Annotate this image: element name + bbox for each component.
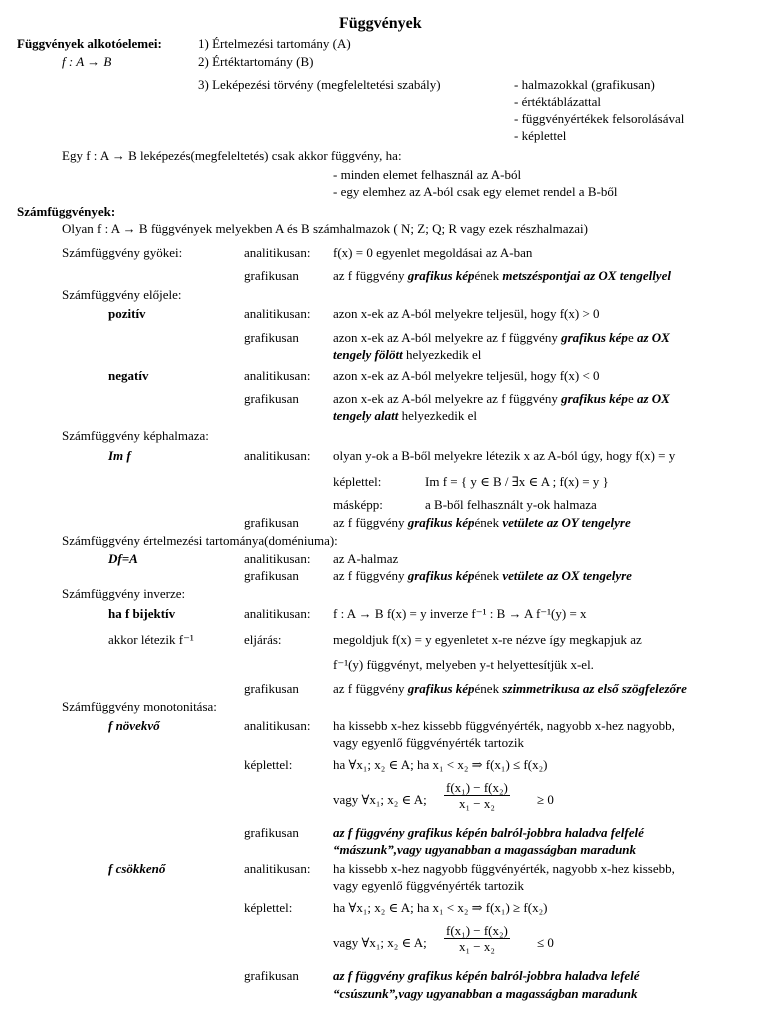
- szamfuggvenyek-intro: Olyan f : A → B függvények melyekben A és B számhalmazok ( N; Z; Q; R vagy ezek részhalmazai): [62, 221, 588, 236]
- negativ-graf-text: azon x-ek az A-ból melyekre az f függvény grafikus képe az OX: [333, 391, 670, 406]
- csokkeno-graf-label: grafikusan: [244, 968, 299, 983]
- pozitiv-graf-label: grafikusan: [244, 330, 299, 345]
- novekvo-fraction: [444, 780, 510, 811]
- csokkeno-anal-text-2: vagy egyenlő függvényérték tartozik: [333, 878, 524, 893]
- csokkeno-fraction-relation: ≤ 0: [537, 935, 554, 950]
- pozitiv-graf-text-2: tengely fölött helyezkedik el: [333, 347, 482, 362]
- monotonitas-label: Számfüggvény monotonitása:: [62, 699, 217, 714]
- inverz-graf-text: az f függvény grafikus képének szimmetrikusa az első szögfelezőre: [333, 681, 687, 696]
- negativ-anal-text: azon x-ek az A-ból melyekre teljesül, hogy f(x) < 0: [333, 368, 600, 383]
- csokkeno-anal-label: analitikusan:: [244, 861, 311, 876]
- negativ-graf-text-2: tengely alatt helyezkedik el: [333, 408, 478, 423]
- definition-condition-1: - minden elemet felhasznál az A-ból: [333, 167, 522, 182]
- method-item-4: - képlettel: [514, 128, 567, 143]
- csokkeno-keplet-text-2: vagy ∀x₁; x₂ ∈ A;: [333, 935, 427, 950]
- pozitiv-anal-text: azon x-ek az A-ból melyekre teljesül, hogy f(x) > 0: [333, 306, 600, 321]
- definition-intro: Egy f : A → B leképezés(megfeleltetés) csak akkor függvény, ha:: [62, 148, 402, 163]
- novekvo-anal-text-2: vagy egyenlő függvényérték tartozik: [333, 735, 524, 750]
- ertelmezesi-symbol: Df=A: [108, 551, 138, 566]
- kephalmaz-symbol: Im f: [108, 448, 131, 463]
- csokkeno-keplet-text-1: ha ∀x₁; x₂ ∈ A; ha x₁ < x₂ ⇒ f(x₁) ≥ f(x₂): [333, 900, 548, 915]
- csokkeno-graf-text-2: “csúszunk”,vagy ugyanabban a magasságban maradunk: [333, 986, 638, 1001]
- gyokei-anal-text: f(x) = 0 egyenlet megoldásai az A-ban: [333, 245, 533, 260]
- gyokei-label: Számfüggvény gyökei:: [62, 245, 183, 260]
- novekvo-fraction-numerator: f(x₁) − f(x₂): [446, 780, 508, 795]
- method-item-3: - függvényértékek felsorolásával: [514, 111, 685, 126]
- method-item-1: - halmazokkal (grafikusan): [514, 77, 655, 92]
- ertelmezesi-anal-label: analitikusan:: [244, 551, 311, 566]
- alkotoelem-item-2: 2) Értéktartomány (B): [198, 54, 314, 69]
- kephalmaz-maskepp-text: a B-ből felhasznált y-ok halmaza: [425, 497, 597, 512]
- gyokei-graf-text: az f függvény grafikus képének metszéspontjai az OX tengellyel: [333, 268, 671, 283]
- novekvo-graf-text-1: az f függvény grafikus képén balról-jobbra haladva felfelé: [333, 825, 644, 840]
- kephalmaz-graf-text: az f függvény grafikus képének vetülete az OY tengelyre: [333, 515, 631, 530]
- definition-condition-2: - egy elemhez az A-ból csak egy elemet rendel a B-ből: [333, 184, 618, 199]
- novekvo-keplet-text-1: ha ∀x₁; x₂ ∈ A; ha x₁ < x₂ ⇒ f(x₁) ≤ f(x₂): [333, 757, 548, 772]
- alkotoelem-item-3: 3) Leképezési törvény (megfeleltetési szabály): [198, 77, 441, 92]
- kephalmaz-keplet-text: Im f = { y ∈ B / ∃x ∈ A ; f(x) = y }: [425, 474, 609, 489]
- kephalmaz-anal-text: olyan y-ok a B-ből melyekre létezik x az A-ból úgy, hogy f(x) = y: [333, 448, 676, 463]
- inverz-eljaras-label: eljárás:: [244, 632, 282, 647]
- inverz-condition-2: akkor létezik f⁻¹: [108, 632, 194, 647]
- ertelmezesi-label: Számfüggvény értelmezési tartománya(doméniuma):: [62, 533, 338, 548]
- ertelmezesi-graf-label: grafikusan: [244, 568, 299, 583]
- csokkeno-fraction-denominator: x₁ − x₂: [458, 939, 495, 954]
- alkotoelemek-heading: Függvények alkotóelemei:: [17, 36, 162, 51]
- mapping-formula: f : A → B: [62, 54, 112, 69]
- inverz-anal-label: analitikusan:: [244, 606, 311, 621]
- negativ-anal-label: analitikusan:: [244, 368, 311, 383]
- negativ-graf-label: grafikusan: [244, 391, 299, 406]
- novekvo-keplet-text-2: vagy ∀x₁; x₂ ∈ A;: [333, 792, 427, 807]
- csokkeno-fraction-numerator: f(x₁) − f(x₂): [446, 923, 508, 938]
- ertelmezesi-anal-text: az A-halmaz: [333, 551, 399, 566]
- csokkeno-label: f csökkenő: [108, 861, 166, 876]
- csokkeno-graf-text-1: az f függvény grafikus képén balról-jobbra haladva lefelé: [333, 968, 640, 983]
- pozitiv-anal-label: analitikusan:: [244, 306, 311, 321]
- novekvo-graf-text-2: “mászunk”,vagy ugyanabban a magasságban maradunk: [333, 842, 637, 857]
- negativ-label: negatív: [108, 368, 149, 383]
- ertelmezesi-graf-text: az f függvény grafikus képének vetülete az OX tengelyre: [333, 568, 632, 583]
- novekvo-fraction-denominator: x₁ − x₂: [458, 796, 495, 811]
- kephalmaz-keplet-label: képlettel:: [333, 474, 382, 489]
- novekvo-anal-text-1: ha kissebb x-hez kissebb függvényérték, nagyobb x-hez nagyobb,: [333, 718, 675, 733]
- inverz-condition-1: ha f bijektív: [108, 606, 176, 621]
- novekvo-label: f növekvő: [108, 718, 160, 733]
- gyokei-anal-label: analitikusan:: [244, 245, 311, 260]
- elojele-label: Számfüggvény előjele:: [62, 287, 182, 302]
- page-title: Függvények: [339, 15, 422, 32]
- novekvo-anal-label: analitikusan:: [244, 718, 311, 733]
- inverz-eljaras-text-1: megoldjuk f(x) = y egyenletet x-re nézve így megkapjuk az: [333, 632, 642, 647]
- inverz-graf-label: grafikusan: [244, 681, 299, 696]
- kephalmaz-maskepp-label: másképp:: [333, 497, 383, 512]
- pozitiv-label: pozitív: [108, 306, 146, 321]
- kephalmaz-label: Számfüggvény képhalmaza:: [62, 428, 209, 443]
- alkotoelem-item-1: 1) Értelmezési tartomány (A): [198, 36, 351, 51]
- method-item-2: - értéktáblázattal: [514, 94, 601, 109]
- szamfuggvenyek-heading: Számfüggvények:: [17, 204, 116, 219]
- novekvo-graf-label: grafikusan: [244, 825, 299, 840]
- inverz-anal-text: f : A → B f(x) = y inverze f⁻¹ : B → A f⁻¹(y) = x: [333, 606, 587, 621]
- novekvo-fraction-relation: ≥ 0: [537, 792, 554, 807]
- novekvo-keplet-label: képlettel:: [244, 757, 293, 772]
- csokkeno-keplet-label: képlettel:: [244, 900, 293, 915]
- inverz-eljaras-text-2: f⁻¹(y) függvényt, melyeben y-t helyettesítjük x-el.: [333, 657, 594, 672]
- inverz-label: Számfüggvény inverze:: [62, 586, 186, 601]
- csokkeno-anal-text-1: ha kissebb x-hez nagyobb függvényérték, nagyobb x-hez kissebb,: [333, 861, 675, 876]
- kephalmaz-graf-label: grafikusan: [244, 515, 299, 530]
- csokkeno-fraction: [444, 923, 510, 954]
- pozitiv-graf-text: azon x-ek az A-ból melyekre az f függvény grafikus képe az OX: [333, 330, 670, 345]
- gyokei-graf-label: grafikusan: [244, 268, 299, 283]
- kephalmaz-anal-label: analitikusan:: [244, 448, 311, 463]
